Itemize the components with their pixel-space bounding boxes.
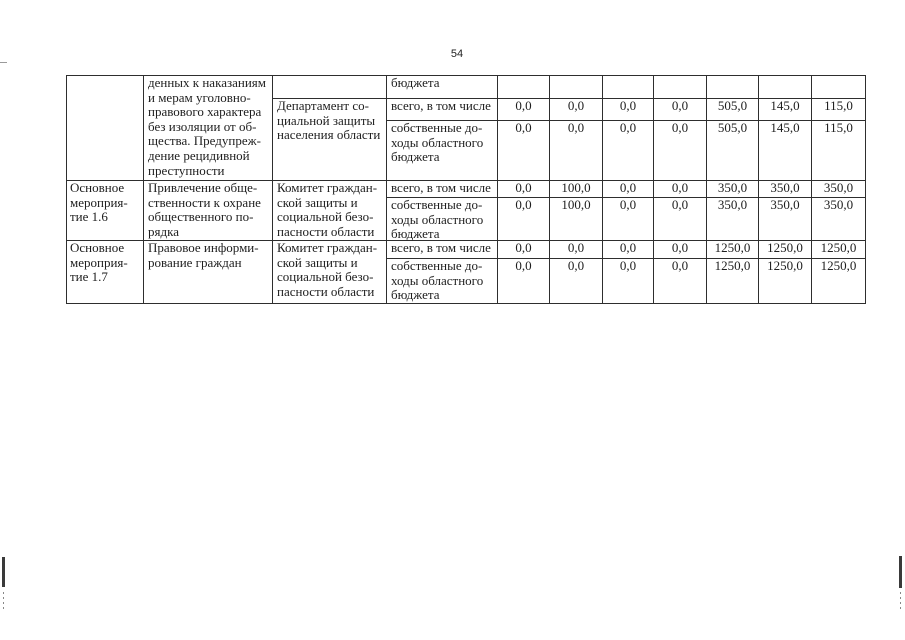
funding-value-cell: 0,0	[603, 198, 653, 240]
funding-value-cell: 350,0	[812, 198, 865, 240]
funding-value-cell	[812, 76, 865, 98]
funding-value-cell: 0,0	[654, 198, 706, 240]
funding-value-cell: 0,0	[550, 259, 602, 303]
budget-table	[66, 75, 866, 304]
activity-description-cell: Привлечение обще- ственности к охране общественного по- рядка	[144, 181, 272, 240]
funding-value-cell: 505,0	[707, 99, 758, 120]
funding-value-cell: 0,0	[654, 121, 706, 180]
activity-code-cell	[67, 76, 143, 180]
funding-value-cell: 0,0	[550, 99, 602, 120]
funding-value-cell: 350,0	[812, 181, 865, 197]
funding-value-cell: 1250,0	[759, 259, 811, 303]
funding-value-cell: 145,0	[759, 99, 811, 120]
funding-value-cell: 100,0	[550, 198, 602, 240]
activity-description-cell: Правовое информи- рование граждан	[144, 241, 272, 303]
funding-source-cell: собственные до- ходы областного бюджета	[387, 259, 497, 303]
funding-value-cell: 0,0	[603, 99, 653, 120]
funding-source-cell: всего, в том числе	[387, 241, 497, 258]
scan-edge-mark	[899, 556, 902, 588]
funding-value-cell	[550, 76, 602, 98]
funding-value-cell: 350,0	[759, 198, 811, 240]
funding-value-cell: 0,0	[498, 198, 549, 240]
funding-value-cell: 0,0	[498, 99, 549, 120]
funding-value-cell: 1250,0	[812, 259, 865, 303]
funding-value-cell: 0,0	[550, 121, 602, 180]
funding-value-cell	[654, 76, 706, 98]
funding-source-cell: бюджета	[387, 76, 497, 98]
funding-source-cell: всего, в том числе	[387, 181, 497, 197]
funding-value-cell	[759, 76, 811, 98]
executor-cell: Комитет граждан- ской защиты и социальной безо- пасности области	[273, 241, 386, 303]
funding-value-cell: 1250,0	[759, 241, 811, 258]
funding-value-cell: 145,0	[759, 121, 811, 180]
funding-value-cell: 0,0	[654, 181, 706, 197]
funding-value-cell: 0,0	[498, 181, 549, 197]
activity-description-cell: денных к наказаниям и мерам уголовно- правового характера без изоляции от об- щества. Предупреж- дение рецидивной преступности	[144, 76, 272, 180]
funding-value-cell: 115,0	[812, 99, 865, 120]
funding-value-cell: 0,0	[603, 241, 653, 258]
funding-value-cell: 0,0	[654, 259, 706, 303]
funding-value-cell: 1250,0	[707, 241, 758, 258]
funding-source-cell: собственные до- ходы областного бюджета	[387, 198, 497, 240]
funding-value-cell: 0,0	[603, 259, 653, 303]
funding-value-cell: 350,0	[759, 181, 811, 197]
funding-value-cell: 0,0	[498, 121, 549, 180]
funding-value-cell: 0,0	[498, 259, 549, 303]
funding-value-cell: 0,0	[654, 241, 706, 258]
executor-cell: Департамент со- циальной защиты населения области	[273, 99, 386, 180]
funding-value-cell: 505,0	[707, 121, 758, 180]
page-number: 54	[450, 48, 464, 60]
funding-value-cell: 0,0	[603, 181, 653, 197]
scan-edge-mark	[2, 557, 5, 587]
funding-value-cell: 1250,0	[812, 241, 865, 258]
funding-value-cell	[603, 76, 653, 98]
funding-value-cell	[498, 76, 549, 98]
scan-edge-mark	[0, 62, 7, 63]
funding-value-cell: 1250,0	[707, 259, 758, 303]
funding-value-cell: 100,0	[550, 181, 602, 197]
executor-cell: Комитет граждан- ской защиты и социальной безо- пасности области	[273, 181, 386, 240]
activity-code-cell: Основное мероприя- тие 1.6	[67, 181, 143, 240]
funding-value-cell: 0,0	[498, 241, 549, 258]
funding-value-cell: 350,0	[707, 181, 758, 197]
funding-value-cell: 0,0	[654, 99, 706, 120]
scan-edge-mark	[3, 592, 4, 612]
funding-value-cell: 350,0	[707, 198, 758, 240]
funding-value-cell: 0,0	[603, 121, 653, 180]
funding-value-cell	[707, 76, 758, 98]
funding-value-cell: 115,0	[812, 121, 865, 180]
scan-edge-mark	[900, 592, 901, 610]
activity-code-cell: Основное мероприя- тие 1.7	[67, 241, 143, 303]
executor-cell	[273, 76, 386, 98]
funding-source-cell: собственные до- ходы областного бюджета	[387, 121, 497, 180]
funding-value-cell: 0,0	[550, 241, 602, 258]
funding-source-cell: всего, в том числе	[387, 99, 497, 120]
